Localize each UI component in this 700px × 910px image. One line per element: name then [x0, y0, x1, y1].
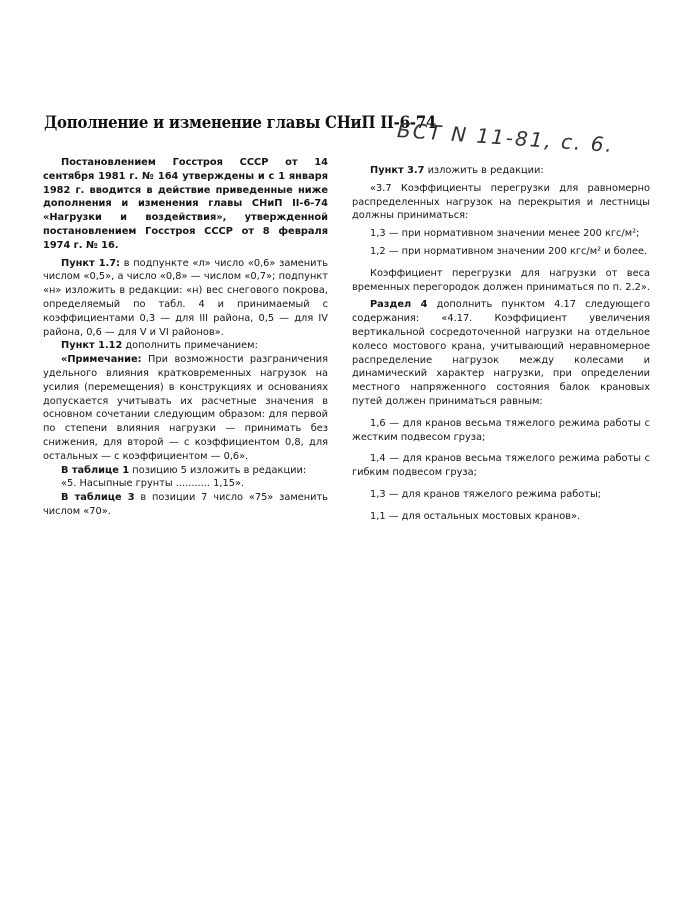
clause-1-12-paragraph	[43, 339, 328, 353]
coefficient-line-1: 1,3 — при нормативном значении менее 200 кгс/м²;	[370, 228, 640, 240]
left-column	[43, 156, 328, 519]
table-1-item: «5. Насыпные грунты ........... 1,15».	[61, 478, 245, 490]
section-4-paragraph	[352, 298, 650, 408]
clause-3-7-label: Пункт 3.7	[370, 165, 425, 176]
partition-coefficient-paragraph: Коэффициент перегрузки для нагрузки от веса временных перегородок должен приниматься по п. 2.2».	[352, 267, 650, 293]
table-3-label: В таблице 3	[61, 492, 135, 504]
crane-coefficient-4: 1,1 — для остальных мостовых кранов».	[370, 510, 581, 522]
crane-coefficient-2: 1,4 — для кранов весьма тяжелого режима работы с гибким подвесом груза;	[352, 453, 650, 479]
table-3-paragraph	[43, 491, 328, 519]
intro-paragraph: Постановлением Госстроя СССР от 14 сентября 1981 г. № 164 утверждены и с 1 января 1982 г. вводится в действие приведенные ниже дополнения и изменения главы СНиП II-6-74 «Нагрузки и воздействия», утвержденной постановлением Госстроя СССР от 8 февраля 1974 г. № 16.	[43, 157, 328, 251]
right-column	[352, 164, 650, 524]
clause-1-12-label: Пункт 1.12	[61, 340, 123, 352]
clause-1-7-paragraph	[43, 257, 328, 340]
note-paragraph	[43, 353, 328, 463]
crane-coefficient-1: 1,6 — для кранов весьма тяжелого режима работы с жестким подвесом груза;	[352, 417, 650, 443]
table-1-text: позицию 5 изложить в редакции:	[129, 464, 307, 476]
clause-3-7-text: изложить в редакции:	[424, 165, 544, 176]
document-title: Дополнение и изменение главы СНиП II-6-74	[44, 113, 436, 133]
crane-coefficient-3: 1,3 — для кранов тяжелого режима работы;	[370, 488, 601, 500]
clause-3-7-paragraph	[352, 164, 650, 178]
handwritten-reference-note: БСТ N 11-81, с. 6.	[396, 118, 615, 158]
table-1-label: В таблице 1	[61, 464, 130, 476]
section-4-label: Раздел 4	[370, 299, 428, 311]
note-label: «Примечание:	[61, 354, 142, 366]
section-4-text: дополнить пунктом 4.17 следующего содержания: «4.17. Коэффициент увеличения вертикальной сосредоточенной нагрузки на отдельное колесо мостового крана, учитывающий неравномерное распределение нагрузок между колесами и динамический характер нагрузки, при определении местного напряженного состояния балок крановых путей должен приниматься равным:	[352, 299, 650, 407]
clause-1-12-text: дополнить примечанием:	[122, 340, 258, 352]
note-text: При возможности разграничения удельного влияния кратковременных нагрузок на усилия (перемещения) в конструкциях и основаниях допускается учитывать их расчетные значения в основном сочетании следующим образом: для первой по степени влияния нагрузки — принимать без снижения, для второй — с коэффициентом 0,8, для остальных — с коэффициентом — 0,6».	[43, 354, 328, 462]
clause-1-7-text: в подпункте «л» число «0,6» заменить числом «0,5», а число «0,8» — числом «0,7»; подпункт «н» изложить в редакции: «н) вес снегового покрова, определяемый по табл. 4 и принимаемый с коэффициентами 0,3 — для III района, 0,5 — для IV района, 0,6 — для V и VI районов».	[43, 257, 329, 338]
table-3-text: в позиции 7 число «75» заменить числом «70».	[43, 492, 328, 517]
table-1-paragraph	[43, 464, 328, 478]
clause-3-7-quote: «3.7 Коэффициенты перегрузки для равномерно распределенных нагрузок на перекрытия и лестницы должны приниматься:	[352, 182, 650, 222]
clause-1-7-label: Пункт 1.7:	[61, 257, 120, 269]
coefficient-line-2: 1,2 — при нормативном значении 200 кгс/м² и более.	[370, 245, 648, 257]
